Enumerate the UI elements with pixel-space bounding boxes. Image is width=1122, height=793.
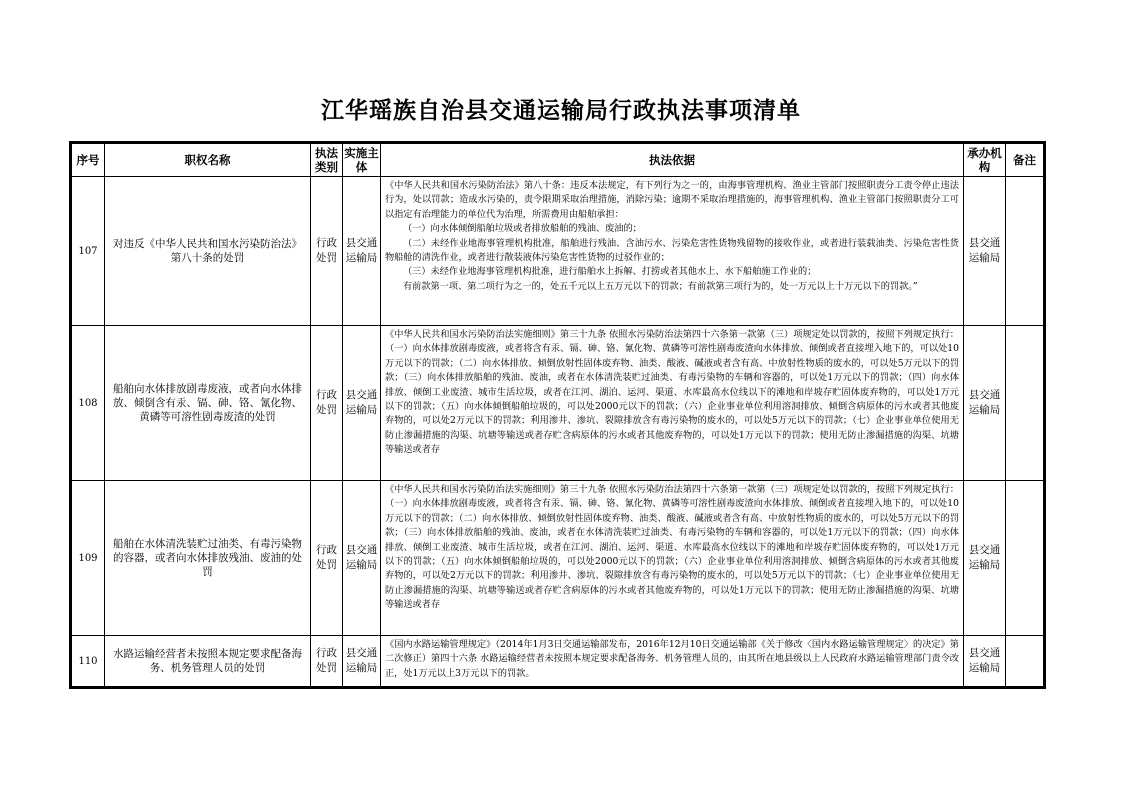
row-org: 县交通运输局 <box>964 177 1006 326</box>
row-basis <box>381 481 964 636</box>
row-basis <box>381 177 964 326</box>
row-subject: 县交通运输局 <box>343 326 381 481</box>
row-seq: 108 <box>72 326 105 481</box>
row-org: 县交通运输局 <box>964 481 1006 636</box>
header-subject: 实施主体 <box>343 144 381 177</box>
row-subject: 县交通运输局 <box>343 636 381 687</box>
table-row <box>72 326 1044 481</box>
row-org: 县交通运输局 <box>964 326 1006 481</box>
header-basis: 执法依据 <box>381 144 964 177</box>
row-remark <box>1006 481 1044 636</box>
row-category: 行政处罚 <box>311 636 343 687</box>
row-remark <box>1006 326 1044 481</box>
row-basis <box>381 326 964 481</box>
row-seq: 110 <box>72 636 105 687</box>
header-category: 执法类别 <box>311 144 343 177</box>
basis-paragraph: （二）未经作业地海事管理机构批准，船舶进行残油、含油污水、污染危害性货物残留物的接收作业，或者进行装载油类、污染危害性货物船舱的清洗作业，或者进行散装液体污染危害性货物的过驳作业的； <box>385 237 959 264</box>
row-subject: 县交通运输局 <box>343 481 381 636</box>
header-remark: 备注 <box>1006 144 1044 177</box>
row-category: 行政处罚 <box>311 177 343 326</box>
row-basis <box>381 636 964 687</box>
enforcement-table <box>71 143 1044 687</box>
header-org: 承办机构 <box>964 144 1006 177</box>
row-category: 行政处罚 <box>311 481 343 636</box>
row-category: 行政处罚 <box>311 326 343 481</box>
header-seq: 序号 <box>72 144 105 177</box>
basis-paragraph: 《中华人民共和国水污染防治法实施细则》第三十九条 依照水污染防治法第四十六条第一款第（三）项规定处以罚款的，按照下列规定执行：（一）向水体排放剧毒废液，或者将含有汞、镉、砷、铬、氰化物、黄磷等可溶性剧毒废渣向水体排放、倾倒或者直接埋入地下的，可以处10万元以下的罚款；（二）向水体排放、倾倒放射性固体废弃物、油类、酸液、碱液或者含有高、中放射性物质的废水的，可以处5万元以下的罚款；（三）向水体排放船舶的残油、废油，或者在水体清洗装贮过油类、有毒污染物的车辆和容器的，可以处1万元以下的罚款；（四）向水体排放、倾倒工业废渣、城市生活垃圾，或者在江河、湖泊、运河、渠道、水库最高水位线以下的滩地和岸坡存贮固体废弃物的，可以处1万元以下的罚款；（五）向水体倾倒船舶垃圾的，可以处2000元以下的罚款；（六）企业事业单位利用溶洞排放、倾倒含病原体的污水或者其他废弃物的，可以处2万元以下的罚款；利用渗井、渗坑、裂隙排放含有毒污染物的废水的，可以处5万元以下的罚款；（七）企业事业单位使用无防止渗漏措施的沟渠、坑塘等输送或者存贮含病原体的污水或者其他废弃物的，可以处1万元以下的罚款；使用无防止渗漏措施的沟渠、坑塘等输送或者存 <box>385 484 959 611</box>
row-name: 对违反《中华人民共和国水污染防治法》第八十条的处罚 <box>105 177 311 326</box>
row-name: 船舶在水体清洗装贮过油类、有毒污染物的容器，或者向水体排放残油、废油的处罚 <box>105 481 311 636</box>
basis-paragraph: （一）向水体倾倒船舶垃圾或者排放船舶的残油、废油的； <box>403 223 642 235</box>
row-remark <box>1006 177 1044 326</box>
table-row <box>72 481 1044 636</box>
table-row <box>72 177 1044 326</box>
basis-paragraph: 《中华人民共和国水污染防治法》第八十条：违反本法规定，有下列行为之一的，由海事管理机构、渔业主管部门按照职责分工责令停止违法行为，处以罚款；造成水污染的，责令限期采取治理措施，消除污染；逾期不采取治理措施的，海事管理机构、渔业主管部门按照职责分工可以指定有治理能力的单位代为治理，所需费用由船舶承担： <box>385 180 959 220</box>
document-title: 江华瑶族自治县交通运输局行政执法事项清单 <box>321 97 801 124</box>
header-row <box>72 144 1044 177</box>
row-subject: 县交通运输局 <box>343 177 381 326</box>
row-name: 水路运输经营者未按照本规定要求配备海务、机务管理人员的处罚 <box>105 636 311 687</box>
table-row <box>72 636 1044 687</box>
row-seq: 109 <box>72 481 105 636</box>
row-name: 船舶向水体排放剧毒废液，或者向水体排放、倾倒含有汞、镉、砷、铬、氰化物、黄磷等可溶性剧毒废渣的处罚 <box>105 326 311 481</box>
row-remark <box>1006 636 1044 687</box>
basis-paragraph: 《国内水路运输管理规定》（2014年1月3日交通运输部发布，2016年12月10日交通运输部《关于修改〈国内水路运输管理规定〉的决定》第二次修正）第四十六条 水路运输经营者未按照本规定要求配备海务、机务管理人员的，由其所在地县级以上人民政府水路运输管理部门责令改正，处1万元以上3万元以下的罚款。 <box>385 639 959 679</box>
row-seq: 107 <box>72 177 105 326</box>
row-org: 县交通运输局 <box>964 636 1006 687</box>
basis-paragraph: 有前款第一项、第二项行为之一的，处五千元以上五万元以下的罚款；有前款第三项行为的，处一万元以上十万元以下的罚款。” <box>403 280 918 292</box>
header-name: 职权名称 <box>105 144 311 177</box>
basis-paragraph: （三）未经作业地海事管理机构批准，进行船舶水上拆解、打捞或者其他水上、水下船舶施工作业的； <box>403 266 817 278</box>
basis-paragraph: 《中华人民共和国水污染防治法实施细则》第三十九条 依照水污染防治法第四十六条第一款第（三）项规定处以罚款的，按照下列规定执行：（一）向水体排放剧毒废液，或者将含有汞、镉、砷、铬、氰化物、黄磷等可溶性剧毒废渣向水体排放、倾倒或者直接埋入地下的，可以处10万元以下的罚款；（二）向水体排放、倾倒放射性固体废弃物、油类、酸液、碱液或者含有高、中放射性物质的废水的，可以处5万元以下的罚款；（三）向水体排放船舶的残油、废油，或者在水体清洗装贮过油类、有毒污染物的车辆和容器的，可以处1万元以下的罚款；（四）向水体排放、倾倒工业废渣、城市生活垃圾，或者在江河、湖泊、运河、渠道、水库最高水位线以下的滩地和岸坡存贮固体废弃物的，可以处1万元以下的罚款；（五）向水体倾倒船舶垃圾的，可以处2000元以下的罚款；（六）企业事业单位利用溶洞排放、倾倒含病原体的污水或者其他废弃物的，可以处2万元以下的罚款；利用渗井、渗坑、裂隙排放含有毒污染物的废水的，可以处5万元以下的罚款；（七）企业事业单位使用无防止渗漏措施的沟渠、坑塘等输送或者存贮含病原体的污水或者其他废弃物的，可以处1万元以下的罚款；使用无防止渗漏措施的沟渠、坑塘等输送或者存 <box>385 329 959 456</box>
